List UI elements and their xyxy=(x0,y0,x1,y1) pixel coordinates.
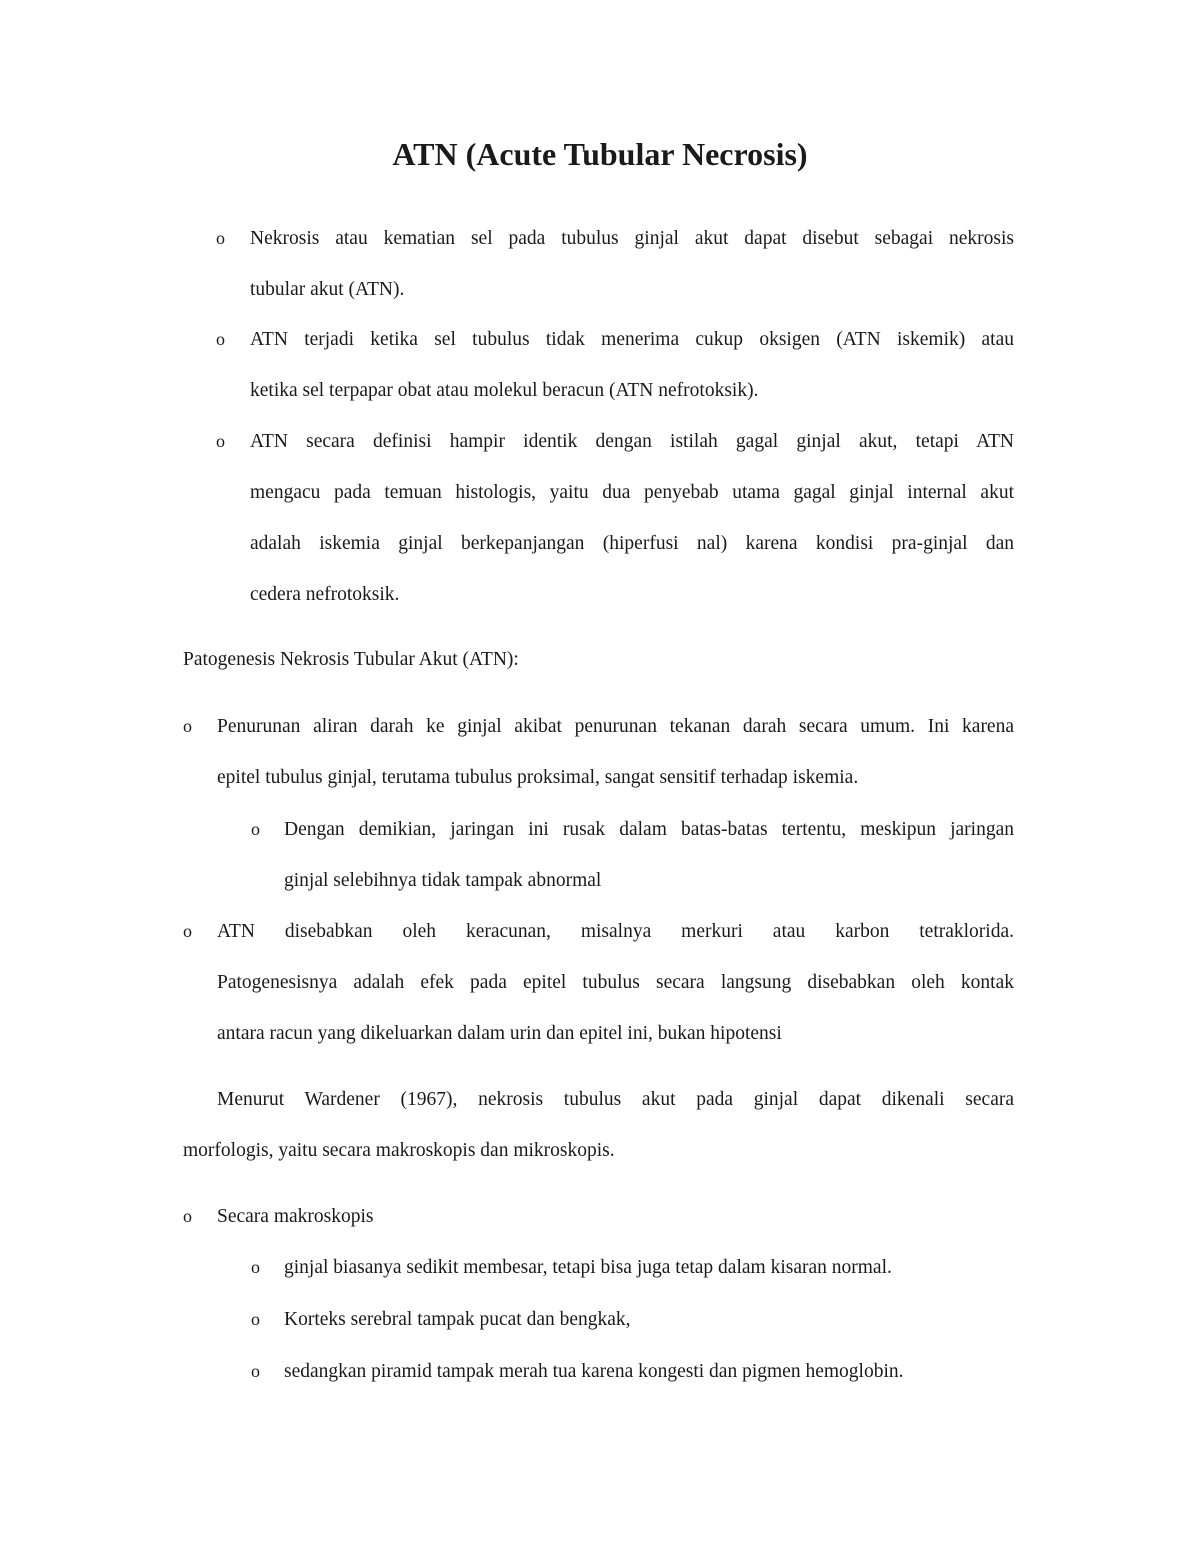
paragraph-line: Menurut Wardener (1967), nekrosis tubulus akut pada ginjal dapat dikenali secara xyxy=(217,1089,1014,1110)
bullet-line: cedera nefrotoksik. xyxy=(250,584,400,605)
bullet-line: antara racun yang dikeluarkan dalam urin dan epitel ini, bukan hipotensi xyxy=(217,1023,782,1044)
document-title: ATN (Acute Tubular Necrosis) xyxy=(392,136,808,172)
wardener-paragraph xyxy=(183,1074,1014,1176)
bullet-line: ginjal selebihnya tidak tampak abnormal xyxy=(284,870,602,891)
bullet-line: ATN disebabkan oleh keracunan, misalnya merkuri atau karbon tetraklorida. xyxy=(217,921,1014,942)
bullet-marker-icon: o xyxy=(251,1361,260,1381)
bullet-line: adalah iskemia ginjal berkepanjangan (hiperfusi nal) karena kondisi pra-ginjal dan xyxy=(250,533,1014,554)
bullet-marker-icon: o xyxy=(183,921,192,941)
bullet-line: ATN terjadi ketika sel tubulus tidak menerima cukup oksigen (ATN iskemik) atau xyxy=(250,329,1014,350)
bullet-marker-icon: o xyxy=(183,716,192,736)
bullet-line: ketika sel terpapar obat atau molekul beracun (ATN nefrotoksik). xyxy=(250,380,759,401)
macroscopic-item-text: Korteks serebral tampak pucat dan bengkak, xyxy=(284,1309,631,1330)
macroscopic-item-text: ginjal biasanya sedikit membesar, tetapi bisa juga tetap dalam kisaran normal. xyxy=(284,1257,892,1278)
bullet-marker-icon: o xyxy=(251,819,260,839)
bullet-marker-icon: o xyxy=(251,1257,260,1277)
bullet-marker-icon: o xyxy=(216,228,225,248)
macroscopic-label: Secara makroskopis xyxy=(217,1206,374,1227)
bullet-line: Patogenesisnya adalah efek pada epitel tubulus secara langsung disebabkan oleh kontak xyxy=(217,972,1014,993)
bullet-marker-icon: o xyxy=(216,329,225,349)
bullet-line: Nekrosis atau kematian sel pada tubulus ginjal akut dapat disebut sebagai nekrosis xyxy=(250,228,1014,249)
bullet-line: mengacu pada temuan histologis, yaitu dua penyebab utama gagal ginjal internal akut xyxy=(250,482,1014,503)
bullet-marker-icon: o xyxy=(251,1309,260,1329)
paragraph-line: morfologis, yaitu secara makroskopis dan mikroskopis. xyxy=(183,1140,615,1161)
bullet-marker-icon: o xyxy=(183,1206,192,1226)
bullet-line: Penurunan aliran darah ke ginjal akibat penurunan tekanan darah secara umum. Ini karena xyxy=(217,716,1014,737)
bullet-marker-icon: o xyxy=(216,431,225,451)
bullet-line: ATN secara definisi hampir identik dengan istilah gagal ginjal akut, tetapi ATN xyxy=(250,431,1014,452)
bullet-line: tubular akut (ATN). xyxy=(250,279,405,300)
bullet-line: epitel tubulus ginjal, terutama tubulus proksimal, sangat sensitif terhadap iskemia. xyxy=(217,767,859,788)
macroscopic-item-text: sedangkan piramid tampak merah tua karena kongesti dan pigmen hemoglobin. xyxy=(284,1361,904,1382)
pathogenesis-heading: Patogenesis Nekrosis Tubular Akut (ATN): xyxy=(183,649,519,670)
bullet-line: Dengan demikian, jaringan ini rusak dalam batas-batas tertentu, meskipun jaringan xyxy=(284,819,1014,840)
